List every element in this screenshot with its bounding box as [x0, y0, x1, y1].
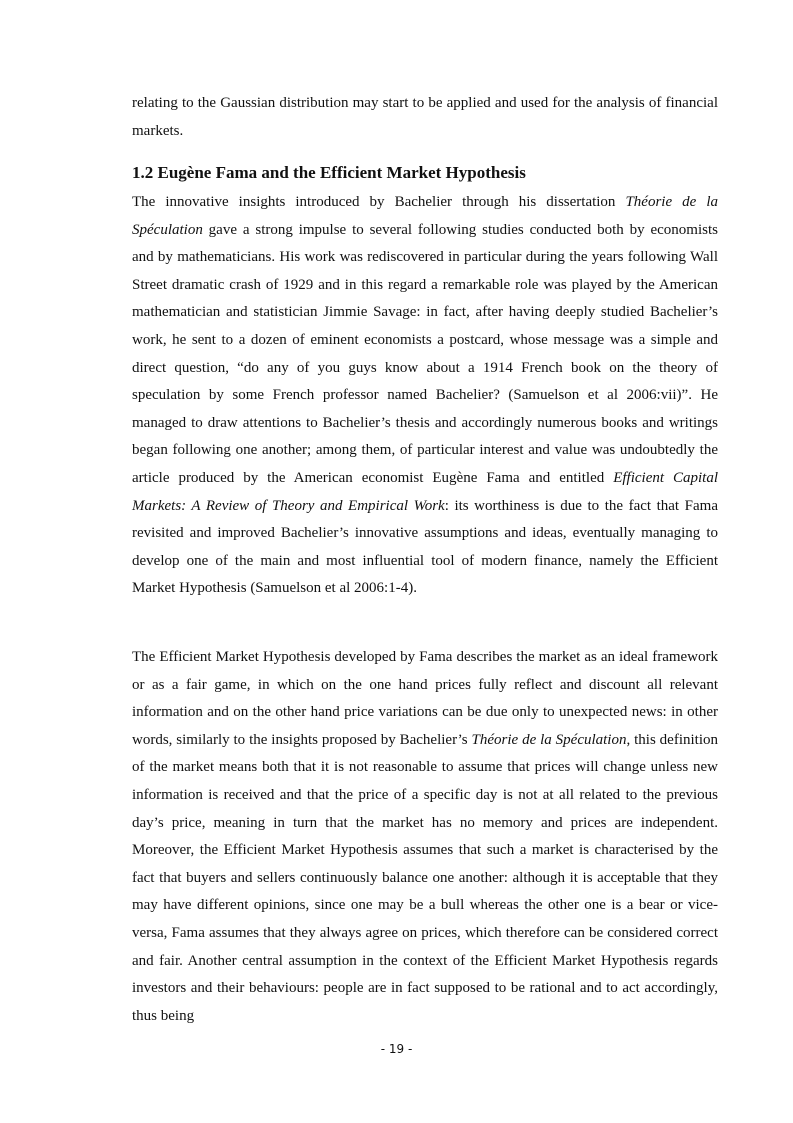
page-number: - 19 - [380, 1042, 413, 1056]
paragraph-1-text-1: The innovative insights introduced by Bachelier through his dissertation [132, 194, 626, 210]
paragraph-2-text-2: , this definition of the market means both that it is not reasonable to assume that prices will change unless new information is received and that the price of a specific day is not at all related to the previous day’s price, meaning in turn that the market has no memory and prices are independent. Moreover, the Efficient Market Hypothesis assumes that such a market is characterised by the fact that buyers and sellers continuously balance one another: although it is acceptable that they may have different opinions, since one may be a bull whereas the other one is a bear or vice-versa, Fama assumes that they always agree on prices, which therefore can be considered correct and fair. Another central assumption in the context of the Efficient Market Hypothesis regards investors and their behaviours: people are in fact supposed to be rational and to act accordingly, thus being [132, 731, 718, 1024]
section-heading: 1.2 Eugène Fama and the Efficient Market Hypothesis [132, 163, 526, 182]
body-paragraph-1 [132, 189, 718, 603]
article-title: Efficient Capital Markets: A Review of Theory and Empirical Work [132, 469, 718, 514]
intro-paragraph-continuation: relating to the Gaussian distribution may start to be applied and used for the analysis of financial markets. [132, 95, 718, 139]
paragraph-1-text-2: gave a strong impulse to several following studies conducted both by economists and by mathematicians. His work was rediscovered in particular during the years following Wall Street dramatic crash of 1929 and in this regard a remarkable role was played by the American mathematician and statistician Jimmie Savage: in fact, after having deeply studied Bachelier’s work, he sent to a dozen of eminent economists a postcard, whose message was a simple and direct question, “do any of you guys know about a 1914 French book on the theory of speculation by some French professor named Bachelier? (Samuelson et al 2006:vii)”. He managed to draw attentions to Bachelier’s thesis and accordingly numerous books and writings began following one another; among them, of particular interest and value was undoubtedly the article produced by the American economist Eugène Fama and entitled [132, 221, 718, 486]
dissertation-title: Théorie de la Spéculation [132, 194, 719, 238]
body-paragraph-2 [132, 644, 718, 1030]
paragraph-1-text-3: : its worthiness is due to the fact that Fama revisited and improved Bachelier’s innovative assumptions and ideas, eventually managing to develop one of the main and most influential tool of modern finance, namely the Efficient Market Hypothesis (Samuelson et al 2006:1-4). [132, 497, 718, 597]
paragraph-2-text-1: The Efficient Market Hypothesis developed by Fama describes the market as an ideal framework or as a fair game, in which on the one hand prices fully reflect and discount all relevant information and on the other hand price variations can be due only to unexpected news: in other words, similarly to the insights proposed by Bachelier’s [132, 649, 718, 748]
dissertation-title: Théorie de la Spéculation [471, 731, 627, 748]
